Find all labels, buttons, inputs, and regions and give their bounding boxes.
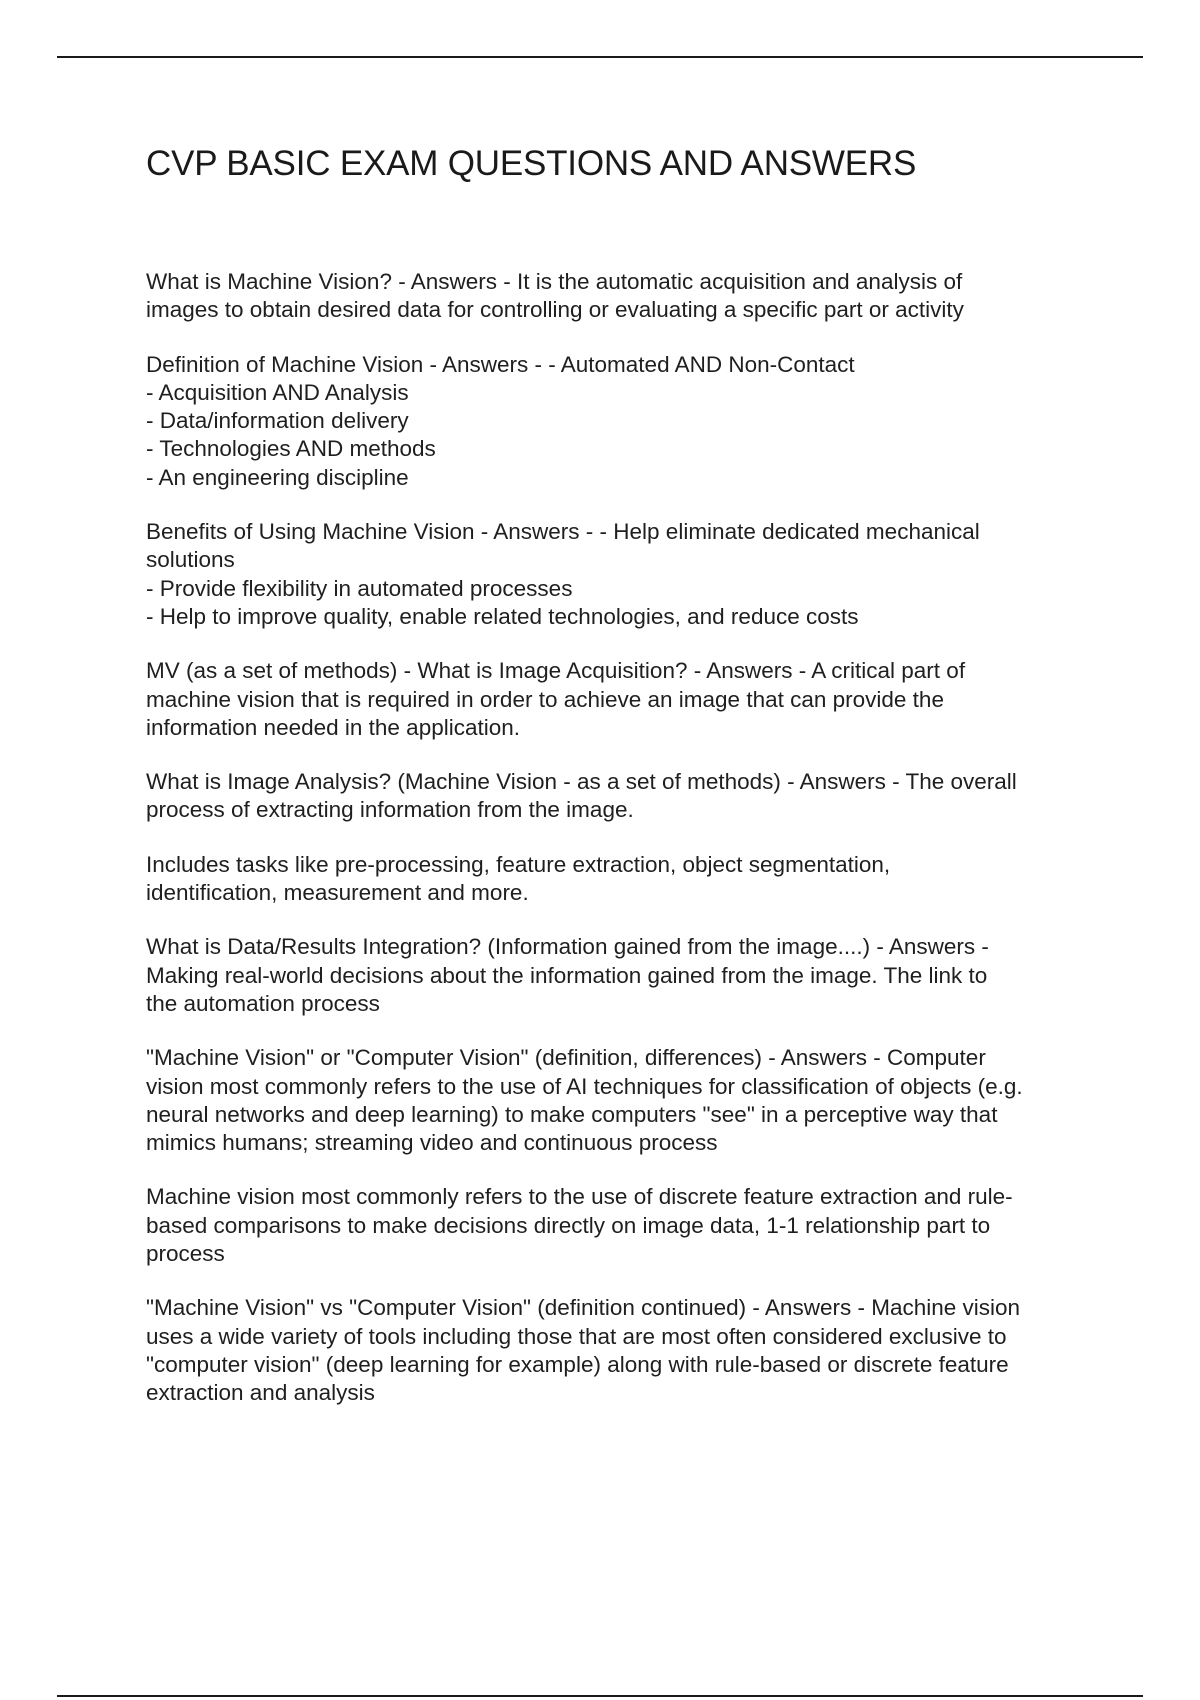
text-line: - Acquisition AND Analysis: [146, 379, 409, 405]
text-line: Machine vision most commonly refers to the use of discrete feature extraction and rule-: [146, 1184, 1013, 1210]
top-rule: [57, 56, 1143, 58]
text-line: process: [146, 1241, 225, 1267]
qa-paragraph: [146, 851, 1096, 908]
qa-paragraph: [146, 1294, 1096, 1407]
text-line: - Help to improve quality, enable related technologies, and reduce costs: [146, 603, 859, 629]
text-line: mimics humans; streaming video and continuous process: [146, 1130, 718, 1156]
text-line: images to obtain desired data for controlling or evaluating a specific part or activity: [146, 297, 964, 323]
text-line: identification, measurement and more.: [146, 880, 529, 906]
text-line: MV (as a set of methods) - What is Image Acquisition? - Answers - A critical part of: [146, 658, 966, 684]
text-line: What is Image Analysis? (Machine Vision - as a set of methods) - Answers - The overall: [146, 769, 1017, 795]
text-line: Definition of Machine Vision - Answers - - Automated AND Non-Contact: [146, 351, 855, 377]
text-line: Making real-world decisions about the information gained from the image. The link to: [146, 962, 988, 988]
qa-paragraph: [146, 1044, 1096, 1157]
text-line: uses a wide variety of tools including those that are most often considered exclusive to: [146, 1323, 1007, 1349]
qa-paragraph: [146, 1183, 1096, 1268]
text-line: "Machine Vision" or "Computer Vision" (definition, differences) - Answers - Computer: [146, 1045, 986, 1071]
text-line: process of extracting information from the image.: [146, 797, 634, 823]
text-line: - An engineering discipline: [146, 464, 409, 490]
text-line: machine vision that is required in order to achieve an image that can provide the: [146, 686, 944, 712]
text-line: - Provide flexibility in automated processes: [146, 575, 573, 601]
text-line: solutions: [146, 547, 235, 573]
qa-paragraph: [146, 933, 1096, 1018]
document-title: CVP BASIC EXAM QUESTIONS AND ANSWERS: [146, 144, 917, 183]
qa-paragraph: [146, 657, 1096, 742]
text-line: Benefits of Using Machine Vision - Answers - - Help eliminate dedicated mechanical: [146, 519, 980, 545]
qa-paragraph: [146, 351, 1096, 492]
text-line: "Machine Vision" vs "Computer Vision" (definition continued) - Answers - Machine vision: [146, 1295, 1021, 1321]
text-line: What is Data/Results Integration? (Information gained from the image....) - Answers -: [146, 934, 989, 960]
qa-paragraph: [146, 768, 1096, 825]
text-line: - Technologies AND methods: [146, 436, 436, 462]
text-line: information needed in the application.: [146, 714, 521, 740]
text-line: - Data/information delivery: [146, 408, 409, 434]
text-line: the automation process: [146, 990, 380, 1016]
text-line: Includes tasks like pre-processing, feature extraction, object segmentation,: [146, 851, 891, 877]
text-line: extraction and analysis: [146, 1380, 375, 1406]
document-body: [146, 140, 1096, 1434]
text-line: neural networks and deep learning) to make computers "see" in a perceptive way that: [146, 1101, 998, 1127]
text-line: vision most commonly refers to the use of AI techniques for classification of objects (e.g.: [146, 1073, 1023, 1099]
text-line: based comparisons to make decisions directly on image data, 1-1 relationship part to: [146, 1212, 991, 1238]
bottom-rule: [57, 1695, 1143, 1697]
qa-paragraph: [146, 518, 1096, 631]
qa-list: [146, 268, 1096, 1408]
qa-paragraph: [146, 268, 1096, 325]
text-line: What is Machine Vision? - Answers - It is the automatic acquisition and analysis of: [146, 269, 963, 294]
text-line: "computer vision" (deep learning for example) along with rule-based or discrete feature: [146, 1351, 1009, 1377]
